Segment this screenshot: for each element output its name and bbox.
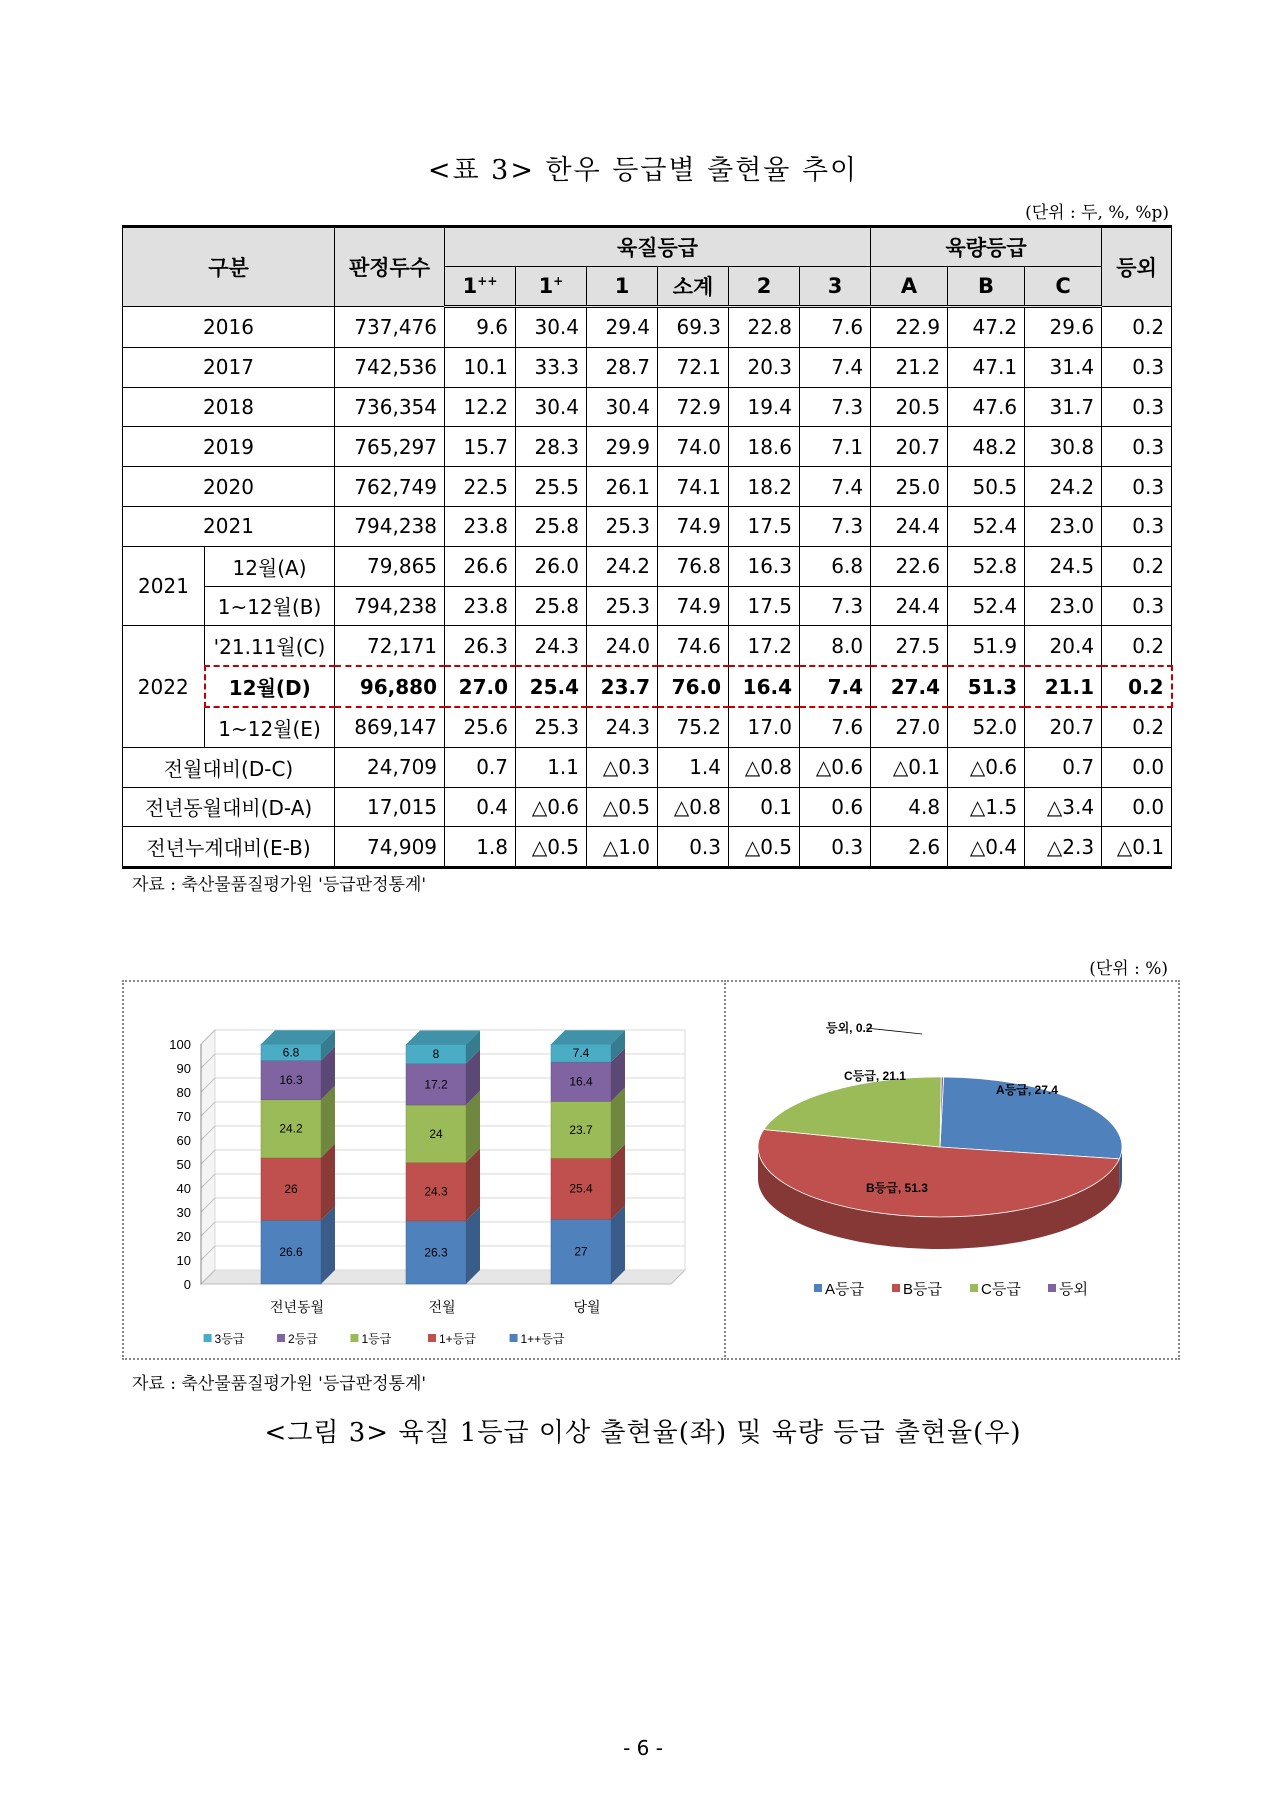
table-cell: 0.3 <box>658 827 729 868</box>
table-cell: 75.2 <box>658 707 729 747</box>
header-quality-col: 1 <box>587 267 658 307</box>
table-cell: 7.6 <box>800 307 871 348</box>
table-cell: 25.0 <box>871 467 948 507</box>
table-cell: 50.5 <box>948 467 1025 507</box>
table-cell: 0.4 <box>445 787 516 827</box>
figure-source: 자료 : 축산물품질평가원 '등급판정통계' <box>132 1374 427 1394</box>
x-category-label: 전월 <box>428 1299 456 1315</box>
table-cell: 7.3 <box>800 387 871 427</box>
table-cell: 24.4 <box>871 586 948 626</box>
header-yield-grade: 육량등급 <box>871 227 1102 267</box>
table-unit: (단위 : 두, %, %p) <box>1025 203 1169 223</box>
table-cell: △0.1 <box>871 747 948 787</box>
table-cell: 96,880 <box>335 666 445 707</box>
bar-data-label: 24.2 <box>279 1121 303 1136</box>
table-row <box>123 347 1172 387</box>
pie-data-label: B등급, 51.3 <box>866 1181 928 1195</box>
row-label: 전월대비(D-C) <box>123 747 335 787</box>
header-other: 등외 <box>1102 227 1172 307</box>
header-quality-grade: 육질등급 <box>445 227 871 267</box>
table-cell: 30.4 <box>516 387 587 427</box>
header-quality-col: 2 <box>729 267 800 307</box>
pie-leader-line <box>866 1028 922 1034</box>
legend-swatch <box>892 1284 900 1292</box>
table-cell: 0.7 <box>445 747 516 787</box>
header-yield-col: B <box>948 267 1025 307</box>
table-cell: 6.8 <box>800 546 871 586</box>
table-cell: 74.9 <box>658 506 729 546</box>
table-cell: 20.4 <box>1025 626 1102 666</box>
table-cell: 0.3 <box>1102 467 1172 507</box>
table-cell: 25.8 <box>516 506 587 546</box>
table-cell: △0.8 <box>729 747 800 787</box>
table-cell: 17.5 <box>729 506 800 546</box>
legend-swatch <box>350 1334 358 1342</box>
table-row <box>123 546 1172 586</box>
table-cell: 20.5 <box>871 387 948 427</box>
table-cell: 25.3 <box>587 506 658 546</box>
bar-data-label: 6.8 <box>282 1045 300 1060</box>
y-tick-label: 100 <box>169 1037 191 1052</box>
header-yield-col: C <box>1025 267 1102 307</box>
table-cell: 23.8 <box>445 506 516 546</box>
table-row <box>123 827 1172 868</box>
table-cell: 17,015 <box>335 787 445 827</box>
table-cell: 24.0 <box>587 626 658 666</box>
row-label: 전년동월대비(D-A) <box>123 787 335 827</box>
table-cell: 24.4 <box>871 506 948 546</box>
table-cell: 16.4 <box>729 666 800 707</box>
bar-data-label: 23.7 <box>569 1122 593 1137</box>
table-cell: 27.5 <box>871 626 948 666</box>
table-cell: 30.8 <box>1025 427 1102 467</box>
table-cell: △3.4 <box>1025 787 1102 827</box>
table-cell: 12.2 <box>445 387 516 427</box>
table-cell: 26.6 <box>445 546 516 586</box>
table-row <box>123 427 1172 467</box>
bar-data-label: 26.6 <box>279 1245 303 1260</box>
table-cell: 869,147 <box>335 707 445 747</box>
table-cell: 74.6 <box>658 626 729 666</box>
table-cell: 1.8 <box>445 827 516 868</box>
table-cell: 0.2 <box>1102 666 1172 707</box>
legend-label: C등급 <box>981 1281 1021 1298</box>
table-cell: 51.9 <box>948 626 1025 666</box>
table-cell: △1.0 <box>587 827 658 868</box>
table-cell: 20.7 <box>871 427 948 467</box>
table-cell: 27.0 <box>871 707 948 747</box>
bar-data-label: 7.4 <box>572 1046 590 1061</box>
table-cell: △0.8 <box>658 787 729 827</box>
legend-swatch <box>970 1284 978 1292</box>
header-category: 구분 <box>123 227 335 307</box>
header-quality-col: 소계 <box>658 267 729 307</box>
table-row <box>123 467 1172 507</box>
table-row <box>123 626 1172 666</box>
header-yield-col: A <box>871 267 948 307</box>
table-cell: 51.3 <box>948 666 1025 707</box>
legend-label: 3등급 <box>214 1332 245 1346</box>
table-row <box>123 707 1172 747</box>
table-cell: 19.4 <box>729 387 800 427</box>
y-tick-label: 80 <box>176 1085 191 1100</box>
row-label: 2018 <box>123 387 335 427</box>
table-cell: 0.3 <box>1102 387 1172 427</box>
table-source: 자료 : 축산물품질평가원 '등급판정통계' <box>132 875 427 895</box>
table-row <box>123 747 1172 787</box>
legend-swatch <box>1048 1284 1056 1292</box>
row-label: 2021 <box>123 506 335 546</box>
table-cell: 20.7 <box>1025 707 1102 747</box>
header-quality-col: 1+ <box>516 267 587 307</box>
table-cell: 22.6 <box>871 546 948 586</box>
table-cell: 0.7 <box>1025 747 1102 787</box>
table-cell: 24.3 <box>587 707 658 747</box>
table-cell: 0.3 <box>1102 586 1172 626</box>
table-cell: 0.2 <box>1102 546 1172 586</box>
table-cell: 0.2 <box>1102 626 1172 666</box>
table-cell: 31.7 <box>1025 387 1102 427</box>
table-cell: 20.3 <box>729 347 800 387</box>
table-cell: 794,238 <box>335 506 445 546</box>
table-row <box>123 787 1172 827</box>
bar-data-label: 16.4 <box>569 1074 593 1089</box>
pie-data-label: C등급, 21.1 <box>844 1069 906 1083</box>
legend-label: A등급 <box>825 1281 864 1298</box>
row-label: 12월(A) <box>205 546 335 586</box>
table-cell: 736,354 <box>335 387 445 427</box>
table-cell: 4.8 <box>871 787 948 827</box>
table-cell: 25.4 <box>516 666 587 707</box>
table-cell: 7.6 <box>800 707 871 747</box>
table-cell: 25.5 <box>516 467 587 507</box>
table-cell: 18.2 <box>729 467 800 507</box>
table-cell: △0.5 <box>587 787 658 827</box>
table-cell: 27.0 <box>445 666 516 707</box>
pie-chart <box>726 982 1178 1358</box>
y-tick-label: 20 <box>176 1229 191 1244</box>
table-cell: 24.2 <box>587 546 658 586</box>
row-label: 1~12월(B) <box>205 586 335 626</box>
table-cell: 7.1 <box>800 427 871 467</box>
pie-chart-panel <box>724 980 1180 1360</box>
table-cell: 52.4 <box>948 586 1025 626</box>
pie-data-label: 등외, 0.2 <box>826 1021 873 1035</box>
table-cell: 0.3 <box>1102 506 1172 546</box>
legend-swatch <box>204 1334 212 1342</box>
legend-swatch <box>814 1284 822 1292</box>
bar-data-label: 24.3 <box>424 1184 448 1199</box>
table-cell: △0.5 <box>729 827 800 868</box>
table-cell: 737,476 <box>335 307 445 348</box>
table-row <box>123 307 1172 348</box>
row-label: 12월(D) <box>205 666 335 707</box>
table-cell: 22.9 <box>871 307 948 348</box>
group-year-label: 2022 <box>123 626 205 747</box>
table-cell: △1.5 <box>948 787 1025 827</box>
table-cell: 17.5 <box>729 586 800 626</box>
table-cell: 22.5 <box>445 467 516 507</box>
pie-data-label: A등급, 27.4 <box>996 1083 1058 1097</box>
table-header <box>123 227 1172 307</box>
table-cell: 16.3 <box>729 546 800 586</box>
table-cell: 74.1 <box>658 467 729 507</box>
table-cell: 48.2 <box>948 427 1025 467</box>
table-cell: 76.8 <box>658 546 729 586</box>
table-cell: 23.8 <box>445 586 516 626</box>
table-cell: 25.6 <box>445 707 516 747</box>
chart-unit: (단위 : %) <box>1089 959 1168 979</box>
table-cell: 52.4 <box>948 506 1025 546</box>
table-cell: 24.2 <box>1025 467 1102 507</box>
table-cell: 26.0 <box>516 546 587 586</box>
stacked-bar-chart-panel <box>122 980 726 1360</box>
bar-data-label: 16.3 <box>279 1073 303 1088</box>
table-cell: 17.0 <box>729 707 800 747</box>
bar-data-label: 25.4 <box>569 1181 593 1196</box>
table-cell: 765,297 <box>335 427 445 467</box>
table-cell: △0.6 <box>800 747 871 787</box>
legend-label: 등외 <box>1059 1281 1088 1298</box>
table-cell: 10.1 <box>445 347 516 387</box>
row-label: 전년누계대비(E-B) <box>123 827 335 868</box>
table-cell: 30.4 <box>587 387 658 427</box>
row-label: 2017 <box>123 347 335 387</box>
table-cell: 28.3 <box>516 427 587 467</box>
table-cell: 0.2 <box>1102 707 1172 747</box>
table-cell: △0.5 <box>516 827 587 868</box>
table-cell: 74.0 <box>658 427 729 467</box>
table-cell: 1.1 <box>516 747 587 787</box>
table-cell: 23.0 <box>1025 586 1102 626</box>
table-cell: 52.0 <box>948 707 1025 747</box>
grade-table <box>122 225 1173 869</box>
group-year-label: 2021 <box>123 546 205 626</box>
table-cell: 7.4 <box>800 666 871 707</box>
x-category-label: 전년동월 <box>269 1299 325 1315</box>
table-cell: 7.3 <box>800 586 871 626</box>
table-cell: 29.4 <box>587 307 658 348</box>
legend-swatch <box>510 1334 518 1342</box>
table-cell: 7.3 <box>800 506 871 546</box>
table-cell: 72.1 <box>658 347 729 387</box>
table-cell: 72.9 <box>658 387 729 427</box>
table-cell: 8.0 <box>800 626 871 666</box>
y-tick-label: 30 <box>176 1205 191 1220</box>
legend-swatch <box>428 1334 436 1342</box>
y-tick-label: 0 <box>183 1277 191 1292</box>
y-tick-label: 40 <box>176 1181 191 1196</box>
table-cell: 762,749 <box>335 467 445 507</box>
bar-data-label: 27 <box>574 1244 588 1259</box>
table-row <box>123 387 1172 427</box>
table-row <box>123 666 1172 707</box>
table-cell: 24,709 <box>335 747 445 787</box>
legend-label: 2등급 <box>288 1332 318 1346</box>
table-cell: 72,171 <box>335 626 445 666</box>
table-cell: 21.1 <box>1025 666 1102 707</box>
row-label: 2016 <box>123 307 335 348</box>
table-cell: 74.9 <box>658 586 729 626</box>
legend-label: 1++등급 <box>520 1332 565 1346</box>
table-cell: 2.6 <box>871 827 948 868</box>
table-cell: 47.6 <box>948 387 1025 427</box>
table-cell: 0.3 <box>1102 427 1172 467</box>
table-cell: 794,238 <box>335 586 445 626</box>
table-row <box>123 586 1172 626</box>
page-number: - 6 - <box>623 1736 663 1760</box>
table-cell: 52.8 <box>948 546 1025 586</box>
table-cell: 25.3 <box>516 707 587 747</box>
table-cell: 29.6 <box>1025 307 1102 348</box>
table-cell: 26.3 <box>445 626 516 666</box>
table-cell: 47.2 <box>948 307 1025 348</box>
table-cell: 27.4 <box>871 666 948 707</box>
table-cell: 18.6 <box>729 427 800 467</box>
y-tick-label: 90 <box>176 1061 191 1076</box>
y-tick-label: 10 <box>176 1253 191 1268</box>
table-cell: 7.4 <box>800 467 871 507</box>
table-cell: 15.7 <box>445 427 516 467</box>
table-cell: 0.1 <box>729 787 800 827</box>
legend-label: 1등급 <box>361 1332 392 1346</box>
bar-data-label: 8 <box>432 1047 440 1062</box>
table-cell: 30.4 <box>516 307 587 348</box>
table-cell: 0.3 <box>800 827 871 868</box>
table-cell: 47.1 <box>948 347 1025 387</box>
table-cell: 25.3 <box>587 586 658 626</box>
table-cell: △0.6 <box>516 787 587 827</box>
table-cell: 1.4 <box>658 747 729 787</box>
header-quality-col: 3 <box>800 267 871 307</box>
legend-swatch <box>277 1334 285 1342</box>
table-cell: 17.2 <box>729 626 800 666</box>
table-cell: △0.4 <box>948 827 1025 868</box>
table-cell: 22.8 <box>729 307 800 348</box>
table-cell: 74,909 <box>335 827 445 868</box>
bar-data-label: 26 <box>284 1181 298 1196</box>
row-label: 2019 <box>123 427 335 467</box>
x-category-label: 당월 <box>573 1299 601 1315</box>
table-cell: 7.4 <box>800 347 871 387</box>
table-title: <표 3> 한우 등급별 출현율 추이 <box>427 155 859 186</box>
y-tick-label: 70 <box>176 1109 191 1124</box>
table-cell: 0.6 <box>800 787 871 827</box>
row-label: 2020 <box>123 467 335 507</box>
bar-data-label: 17.2 <box>424 1077 448 1092</box>
row-label: 1~12월(E) <box>205 707 335 747</box>
table-cell: 9.6 <box>445 307 516 348</box>
table-cell: 25.8 <box>516 586 587 626</box>
table-cell: 0.3 <box>1102 347 1172 387</box>
table-cell: 24.3 <box>516 626 587 666</box>
table-cell: 742,536 <box>335 347 445 387</box>
header-count: 판정두수 <box>335 227 445 307</box>
table-cell: 23.0 <box>1025 506 1102 546</box>
table-cell: △2.3 <box>1025 827 1102 868</box>
figure-caption: <그림 3> 육질 1등급 이상 출현율(좌) 및 육량 등급 출현율(우) <box>264 1418 1022 1448</box>
table-cell: 21.2 <box>871 347 948 387</box>
table-cell: 0.0 <box>1102 787 1172 827</box>
stacked-bar-chart <box>124 982 724 1358</box>
table-cell: 26.1 <box>587 467 658 507</box>
y-tick-label: 50 <box>176 1157 191 1172</box>
table-cell: 33.3 <box>516 347 587 387</box>
table-cell: 76.0 <box>658 666 729 707</box>
table-cell: 23.7 <box>587 666 658 707</box>
table-cell: △0.6 <box>948 747 1025 787</box>
header-quality-col: 1++ <box>445 267 516 307</box>
table-cell: △0.3 <box>587 747 658 787</box>
bar-data-label: 26.3 <box>424 1245 448 1260</box>
table-cell: 69.3 <box>658 307 729 348</box>
y-tick-label: 60 <box>176 1133 191 1148</box>
legend-label: 1+등급 <box>438 1332 476 1346</box>
table-cell: 31.4 <box>1025 347 1102 387</box>
table-cell: 79,865 <box>335 546 445 586</box>
table-cell: 29.9 <box>587 427 658 467</box>
legend-label: B등급 <box>903 1281 942 1298</box>
table-row <box>123 506 1172 546</box>
table-cell: △0.1 <box>1102 827 1172 868</box>
table-cell: 0.2 <box>1102 307 1172 348</box>
table-cell: 24.5 <box>1025 546 1102 586</box>
row-label: '21.11월(C) <box>205 626 335 666</box>
table-cell: 28.7 <box>587 347 658 387</box>
table-cell: 0.0 <box>1102 747 1172 787</box>
bar-data-label: 24 <box>429 1126 443 1141</box>
